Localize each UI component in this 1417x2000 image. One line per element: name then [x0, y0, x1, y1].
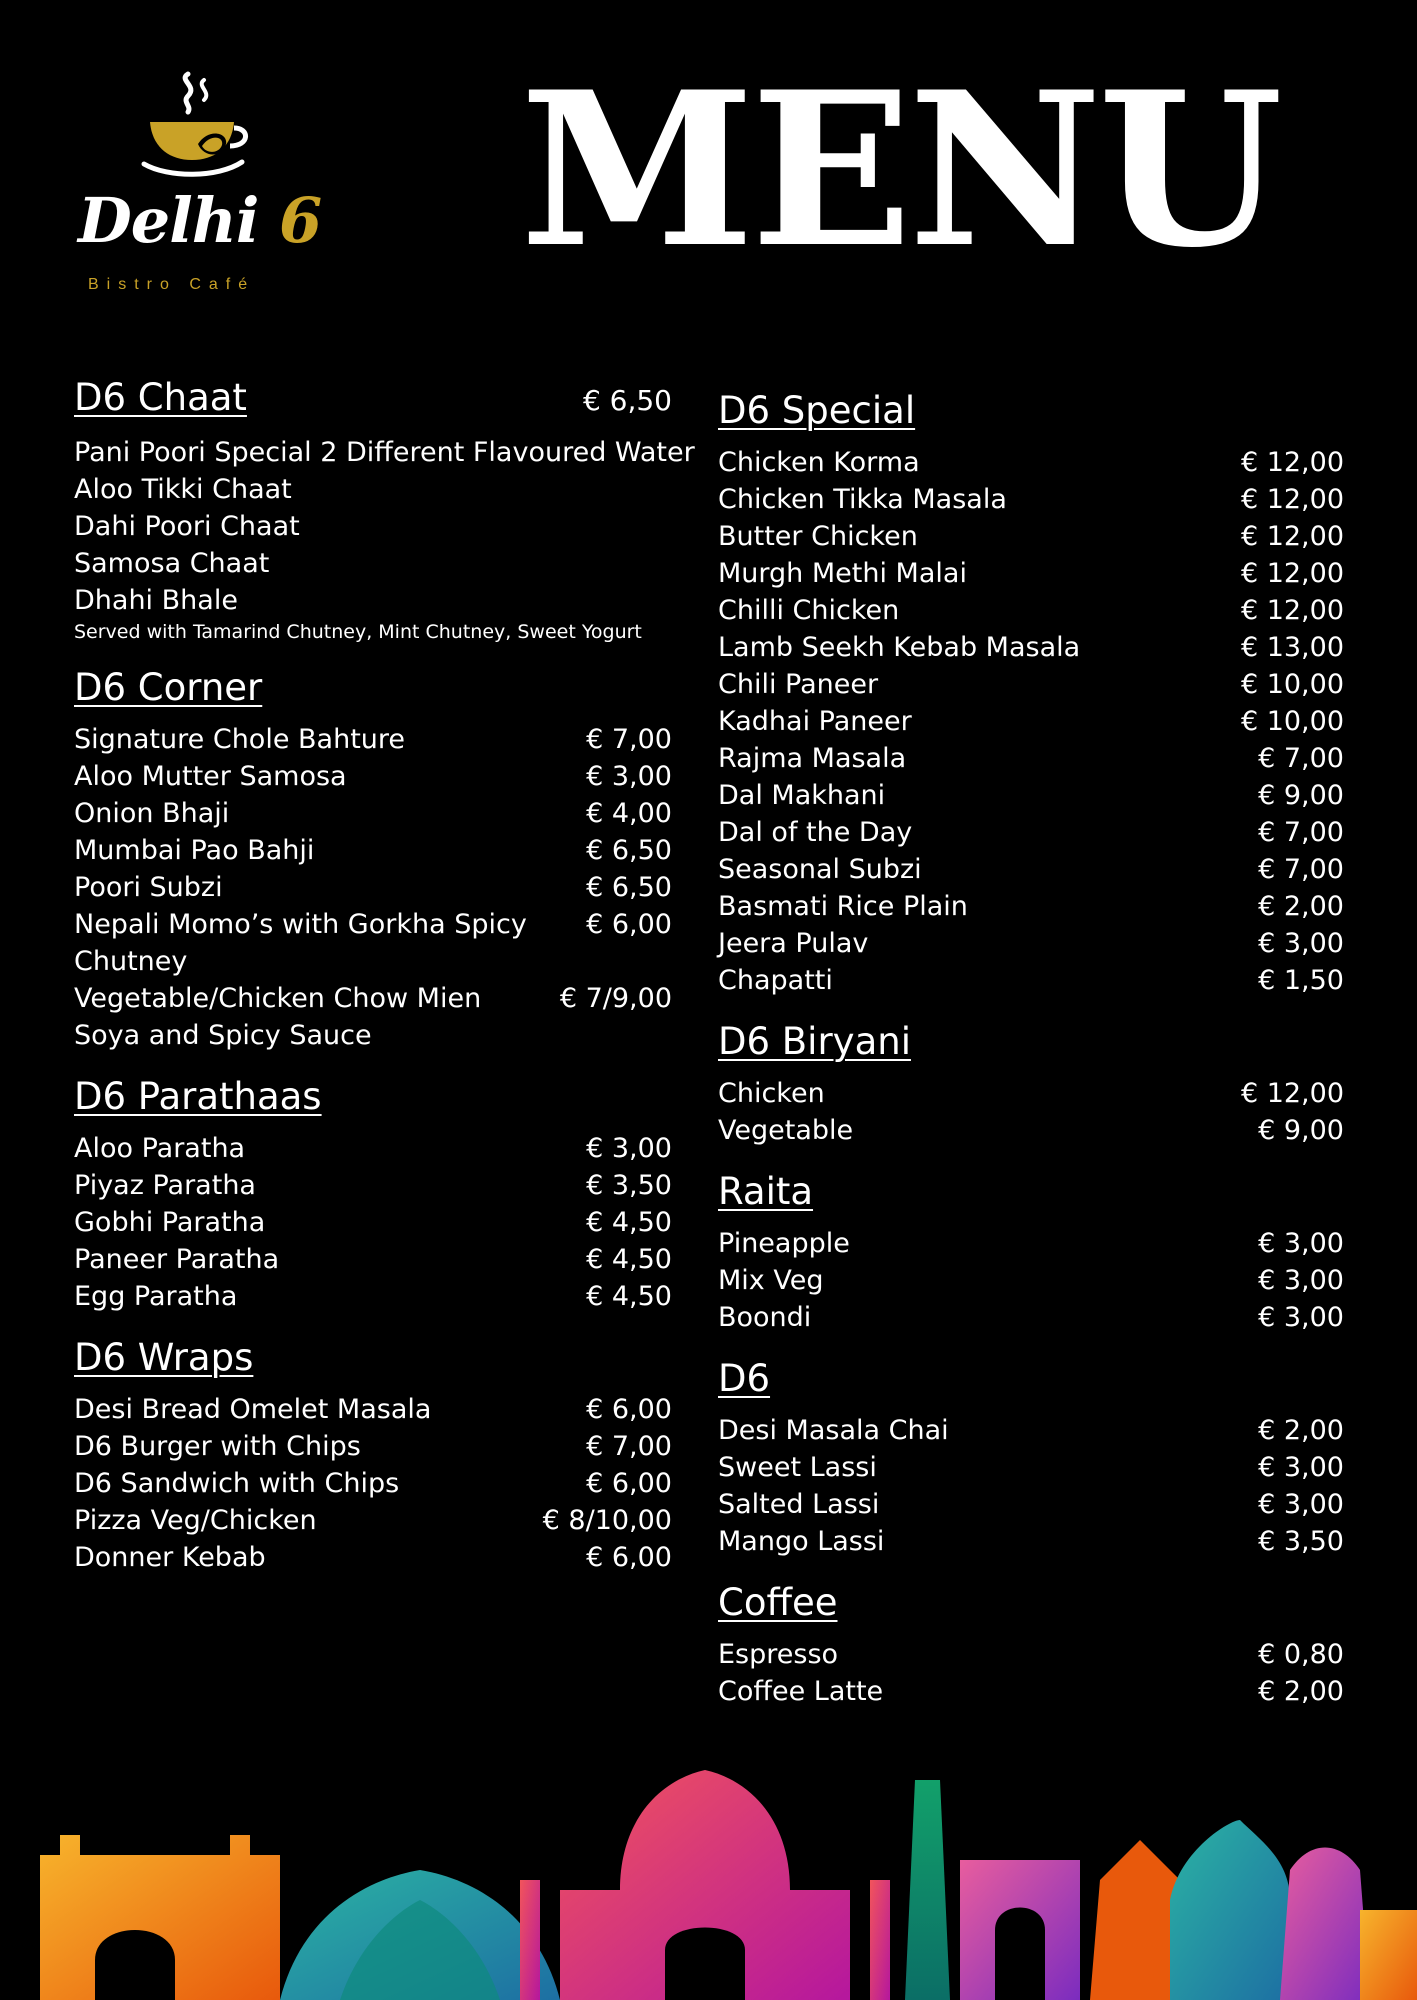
menu-item: [718, 666, 1344, 703]
menu-item: [718, 592, 1344, 629]
section-title: D6: [718, 1357, 771, 1400]
menu-item: [718, 1673, 1344, 1710]
item-name: Samosa Chaat: [74, 548, 270, 579]
section-title: D6 Chaat: [74, 376, 247, 419]
page-title: MENU: [520, 45, 1279, 294]
item-name: Lamb Seekh Kebab Masala: [718, 632, 1081, 663]
brand-name: Delhi 6: [78, 184, 322, 257]
section-header: [718, 1356, 1344, 1402]
item-name: Boondi: [718, 1302, 812, 1333]
item-price: € 3,00: [586, 1133, 672, 1164]
item-price: € 3,00: [1258, 928, 1344, 959]
item-price: € 3,00: [1258, 1265, 1344, 1296]
item-name: Dal Makhani: [718, 780, 886, 811]
menu-item: [74, 721, 672, 758]
item-price: € 12,00: [1240, 1078, 1344, 1109]
item-name: Paneer Paratha: [74, 1244, 280, 1275]
menu-item: [74, 434, 695, 471]
item-price: € 12,00: [1240, 558, 1344, 589]
item-price: € 4,50: [586, 1281, 672, 1312]
item-name: Dahi Poori Chaat: [74, 511, 300, 542]
menu-item: [718, 777, 1344, 814]
item-name: Poori Subzi: [74, 872, 223, 903]
menu-item: [74, 1502, 672, 1539]
section-header: [718, 1169, 1344, 1215]
menu-section-d6-chaat: [74, 375, 695, 645]
menu-column-left: [74, 375, 695, 1596]
menu-item: [74, 1465, 672, 1502]
menu-item: [718, 1299, 1344, 1336]
item-name: Chicken Tikka Masala: [718, 484, 1007, 515]
item-name: Aloo Tikki Chaat: [74, 474, 292, 505]
item-price: € 6,00: [586, 909, 672, 940]
item-price: € 9,00: [1258, 780, 1344, 811]
item-name: Mango Lassi: [718, 1526, 885, 1557]
item-name: Dhahi Bhale: [74, 585, 238, 616]
item-name: Aloo Paratha: [74, 1133, 246, 1164]
item-name: Chili Paneer: [718, 669, 879, 700]
item-name: Chicken Korma: [718, 447, 920, 478]
item-name: Rajma Masala: [718, 743, 907, 774]
menu-section-coffee: [718, 1580, 1344, 1710]
item-price: € 6,00: [586, 1394, 672, 1425]
item-name: Aloo Mutter Samosa: [74, 761, 347, 792]
item-price: € 2,00: [1258, 1676, 1344, 1707]
item-price: € 6,50: [586, 835, 672, 866]
item-name: Murgh Methi Malai: [718, 558, 967, 589]
item-price: € 4,50: [586, 1244, 672, 1275]
item-price: € 6,00: [586, 1468, 672, 1499]
item-name: Dal of the Day: [718, 817, 913, 848]
menu-column-right: [718, 388, 1344, 1730]
section-header: [74, 1335, 672, 1381]
menu-item: [74, 1017, 672, 1054]
item-price: € 3,50: [1258, 1526, 1344, 1557]
item-price: € 2,00: [1258, 1415, 1344, 1446]
section-title: D6 Biryani: [718, 1020, 911, 1063]
item-price: € 4,00: [586, 798, 672, 829]
menu-item: [718, 740, 1344, 777]
menu-item: [718, 703, 1344, 740]
section-title: D6 Wraps: [74, 1336, 254, 1379]
item-price: € 7,00: [1258, 743, 1344, 774]
menu-item: [74, 1130, 672, 1167]
menu-item: [74, 869, 672, 906]
menu-item: [74, 1167, 672, 1204]
menu-section-d6-special: [718, 388, 1344, 999]
menu-item: [74, 508, 672, 545]
item-name: Butter Chicken: [718, 521, 918, 552]
city-skyline-illustration: [0, 1760, 1417, 2000]
menu-section-d6-parathaas: [74, 1074, 672, 1315]
item-name: Seasonal Subzi: [718, 854, 922, 885]
menu-item: [718, 1449, 1344, 1486]
menu-item: [74, 1241, 672, 1278]
menu-item: [718, 1523, 1344, 1560]
item-name: Vegetable: [718, 1115, 854, 1146]
menu-item: [74, 1204, 672, 1241]
menu-item: [718, 481, 1344, 518]
menu-item: [718, 814, 1344, 851]
menu-item: [74, 1278, 672, 1315]
menu-item: [74, 980, 672, 1017]
item-name: Chilli Chicken: [718, 595, 900, 626]
item-name: D6 Burger with Chips: [74, 1431, 361, 1462]
item-name: Pani Poori Special 2 Different Flavoured Water: [74, 437, 695, 468]
item-name: Piyaz Paratha: [74, 1170, 256, 1201]
section-header: [718, 1580, 1344, 1626]
item-name: D6 Sandwich with Chips: [74, 1468, 400, 1499]
section-header: [74, 1074, 672, 1120]
item-price: € 10,00: [1240, 669, 1344, 700]
menu-item: [74, 1391, 672, 1428]
item-name: Mix Veg: [718, 1265, 824, 1296]
item-price: € 7,00: [1258, 817, 1344, 848]
section-title: Raita: [718, 1170, 814, 1213]
item-price: € 9,00: [1258, 1115, 1344, 1146]
item-price: € 12,00: [1240, 521, 1344, 552]
item-name: Desi Bread Omelet Masala: [74, 1394, 432, 1425]
item-name: Chapatti: [718, 965, 833, 996]
item-name: Sweet Lassi: [718, 1452, 877, 1483]
menu-item: [74, 1539, 672, 1576]
item-price: € 3,00: [1258, 1228, 1344, 1259]
item-price: € 7,00: [586, 724, 672, 755]
item-name: Egg Paratha: [74, 1281, 238, 1312]
item-name: Gobhi Paratha: [74, 1207, 266, 1238]
item-name: Salted Lassi: [718, 1489, 880, 1520]
section-price: € 6,50: [582, 384, 672, 417]
section-header: [718, 1019, 1344, 1065]
item-price: € 6,00: [586, 1542, 672, 1573]
menu-item: [718, 1262, 1344, 1299]
section-title: Coffee: [718, 1581, 838, 1624]
menu-item: [74, 832, 672, 869]
item-price: € 13,00: [1240, 632, 1344, 663]
item-name: Chicken: [718, 1078, 825, 1109]
menu-item: [718, 1412, 1344, 1449]
item-name: Kadhai Paneer: [718, 706, 912, 737]
menu-item: [718, 925, 1344, 962]
menu-item: [74, 906, 672, 980]
menu-item: [74, 582, 672, 619]
item-name: Pizza Veg/Chicken: [74, 1505, 317, 1536]
section-title: D6 Special: [718, 389, 916, 432]
menu-item: [74, 471, 672, 508]
menu-item: [74, 545, 672, 582]
item-price: € 7/9,00: [559, 983, 672, 1014]
item-price: € 3,00: [586, 761, 672, 792]
item-price: € 1,50: [1258, 965, 1344, 996]
menu-item: [718, 851, 1344, 888]
item-name: Signature Chole Bahture: [74, 724, 406, 755]
item-price: € 4,50: [586, 1207, 672, 1238]
menu-item: [718, 1112, 1344, 1149]
item-price: € 8/10,00: [542, 1505, 672, 1536]
menu-section-d6: [718, 1356, 1344, 1560]
menu-item: [74, 1428, 672, 1465]
menu-item: [718, 629, 1344, 666]
menu-item: [74, 795, 672, 832]
menu-item: [718, 555, 1344, 592]
item-name: Coffee Latte: [718, 1676, 884, 1707]
item-price: € 12,00: [1240, 595, 1344, 626]
item-price: € 3,50: [586, 1170, 672, 1201]
item-price: € 3,00: [1258, 1489, 1344, 1520]
item-name: Donner Kebab: [74, 1542, 266, 1573]
tea-cup-icon: [138, 66, 258, 186]
section-header: [74, 665, 672, 711]
menu-item: [74, 758, 672, 795]
menu-item: [718, 518, 1344, 555]
item-name: Jeera Pulav: [718, 928, 869, 959]
menu-item: [718, 1075, 1344, 1112]
section-header: [718, 388, 1344, 434]
item-name: Vegetable/Chicken Chow Mien: [74, 983, 482, 1014]
item-price: € 0,80: [1258, 1639, 1344, 1670]
item-price: € 10,00: [1240, 706, 1344, 737]
item-name: Soya and Spicy Sauce: [74, 1020, 372, 1051]
section-title: D6 Parathaas: [74, 1075, 322, 1118]
menu-item: [718, 962, 1344, 999]
item-name: Onion Bhaji: [74, 798, 230, 829]
item-price: € 12,00: [1240, 447, 1344, 478]
menu-item: [718, 888, 1344, 925]
logo: [78, 66, 322, 306]
item-price: € 6,50: [586, 872, 672, 903]
menu-item: [718, 1225, 1344, 1262]
menu-section-raita: [718, 1169, 1344, 1336]
menu-section-d6-corner: [74, 665, 672, 1054]
item-name: Basmati Rice Plain: [718, 891, 968, 922]
menu-item: [718, 1636, 1344, 1673]
item-name: Espresso: [718, 1639, 839, 1670]
menu-item: [718, 1486, 1344, 1523]
item-price: € 2,00: [1258, 891, 1344, 922]
brand-subtitle: Bistro Café: [88, 276, 256, 293]
item-name: Desi Masala Chai: [718, 1415, 949, 1446]
item-name: Nepali Momo’s with Gorkha Spicy Chutney: [74, 909, 527, 977]
item-price: € 12,00: [1240, 484, 1344, 515]
item-price: € 3,00: [1258, 1302, 1344, 1333]
section-header: [74, 375, 672, 424]
item-name: Mumbai Pao Bahji: [74, 835, 315, 866]
section-title: D6 Corner: [74, 666, 263, 709]
item-name: Pineapple: [718, 1228, 850, 1259]
menu-section-d6-wraps: [74, 1335, 672, 1576]
item-price: € 7,00: [1258, 854, 1344, 885]
section-note: Served with Tamarind Chutney, Mint Chutney, Sweet Yogurt: [74, 621, 642, 643]
item-price: € 3,00: [1258, 1452, 1344, 1483]
item-price: € 7,00: [586, 1431, 672, 1462]
menu-item: [718, 444, 1344, 481]
menu-section-d6-biryani: [718, 1019, 1344, 1149]
